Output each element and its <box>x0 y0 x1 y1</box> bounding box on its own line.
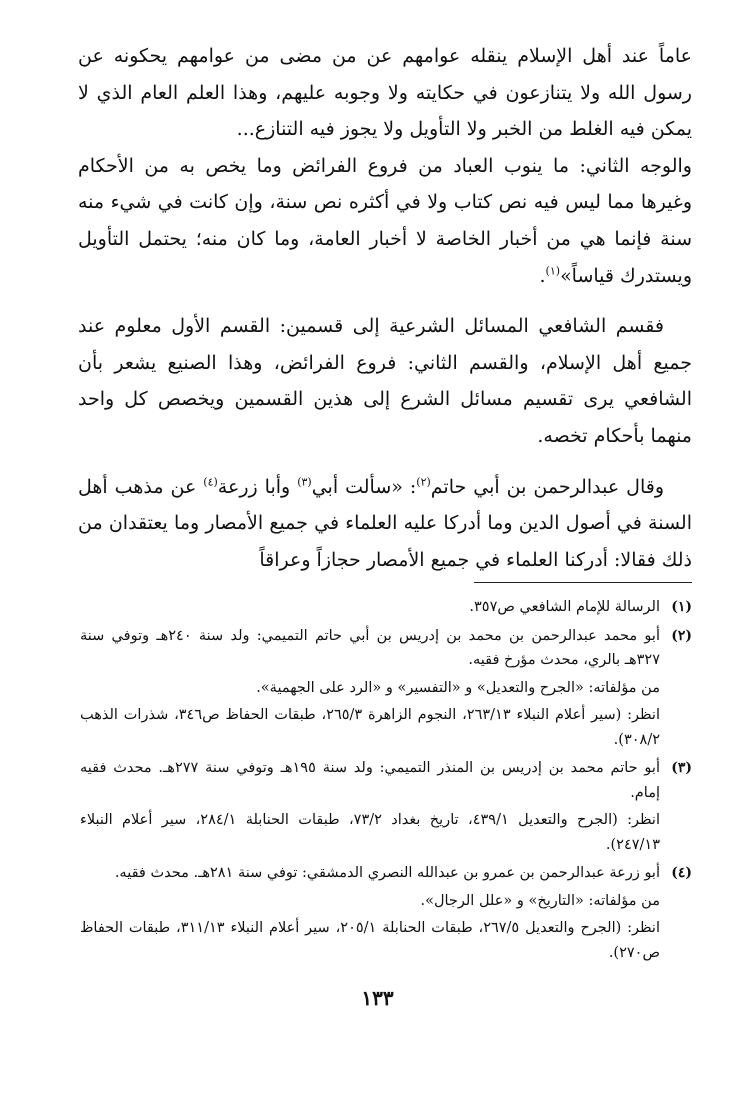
footnote-divider <box>474 582 692 583</box>
footnote <box>80 624 692 756</box>
paragraph-text: وأبا زرعة <box>217 475 298 498</box>
paragraph: عاماً عند أهل الإسلام ينقله عوامهم عن من مضى من عوامهم يحكونه عن رسول الله ولا يتنازعون في حكايته ولا وجوبه عليهم، وهذا العلم العام الذي لا يمكن فيه الغلط من الخبر ولا التأويل ولا يجوز فيه التنازع... <box>78 45 692 141</box>
footnote-line: أبو محمد عبدالرحمن بن محمد بن إدريس بن أبي حاتم التميمي: ولد سنة ٢٤٠هـ وتوفي سنة ٣٢٧هـ بالري، محدث مؤرخ فقيه. <box>80 627 660 668</box>
footnote-line: من مؤلفاته: «التاريخ» و «علل الرجال». <box>420 892 660 909</box>
footnote <box>80 756 692 860</box>
page-number: ١٣٣ <box>361 986 394 1010</box>
footnote-body <box>80 624 660 756</box>
paragraph-text: عن مذهب أهل السنة في أصول الدين وما أدركا عليه العلماء في جميع الأمصار وما يعتقدان من ذلك فقالا: أدركنا العلماء في جميع الأمصار حجازاً وعراقاً <box>78 475 692 571</box>
footnote-number: (٣) <box>671 760 692 776</box>
footnotes <box>80 595 692 969</box>
footnote-line: أبو حاتم محمد بن إدريس بن المنذر التميمي: ولد سنة ١٩٥هـ وتوفي سنة ٢٧٧هـ. محدث فقيه إمام. <box>80 760 660 801</box>
footnote-number: (١) <box>671 599 692 615</box>
footnote-ref[interactable]: (٤) <box>203 475 218 489</box>
paragraph-text: : «سألت أبي <box>311 475 417 498</box>
paragraph-gap <box>78 294 692 308</box>
paragraph: فقسم الشافعي المسائل الشرعية إلى قسمين: القسم الأول معلوم عند جميع أهل الإسلام، والقسم الثاني: فروع الفرائض، وهذا الصنيع يشعر بأن الشافعي يرى تقسيم مسائل الشرع إلى هذين القسمين ويخصص كل واحد منهما بأحكام تخصه. <box>78 315 692 447</box>
footnote-line: الرسالة للإمام الشافعي ص٣٥٧. <box>469 599 660 615</box>
footnote-body <box>80 756 660 860</box>
footnote-body <box>80 861 660 968</box>
footnote-line: انظر: (الجرح والتعديل ٢٦٧/٥، طبقات الحنابلة ٢٠٥/١، سير أعلام النبلاء ٣١١/١٣، طبقات الحفاظ ص٢٧٠). <box>80 920 660 961</box>
footnote-body <box>80 595 660 623</box>
footnote-ref[interactable]: (١) <box>545 264 561 278</box>
footnote-line: أبو زرعة عبدالرحمن بن عمرو بن عبدالله النصري الدمشقي: توفي سنة ٢٨١هـ. محدث فقيه. <box>114 865 660 881</box>
paragraph-gap <box>78 455 692 469</box>
paragraph <box>78 469 692 579</box>
footnote <box>80 861 692 968</box>
paragraph-text: والوجه الثاني: ما ينوب العباد من فروع الفرائض وما يخص به من الأحكام وغيرها مما ليس فيه نص كتاب ولا في أكثره نص سنة، وإن كانت في شيء منه سنة فإنما هي من أخبار الخاصة لا أخبار العامة، وما كان منه؛ يحتمل التأويل ويستدرك قياساً» <box>78 154 692 287</box>
footnote-line: انظر: (الجرح والتعديل ٤٣٩/١، تاريخ بغداد ٧٣/٢، طبقات الحنابلة ٢٨٤/١، سير أعلام النبلاء ٢٤٧/١٣). <box>80 812 660 853</box>
footnote <box>80 595 692 623</box>
footnote-number: (٤) <box>671 865 692 881</box>
footnote-number: (٢) <box>671 627 692 644</box>
footnote-ref[interactable]: (٣) <box>297 475 312 489</box>
paragraph-text: . <box>539 264 546 287</box>
main-text <box>78 38 692 578</box>
footnote-ref[interactable]: (٢) <box>416 475 431 489</box>
footnote-line: انظر: (سير أعلام النبلاء ٢٦٣/١٣، النجوم الزاهرة ٢٦٥/٣، طبقات الحفاظ ص٣٤٦، شذرات الذهب ٣٠٨/٢). <box>80 707 660 748</box>
footnote-line: من مؤلفاته: «الجرح والتعديل» و «التفسير» و «الرد على الجهمية». <box>256 679 660 696</box>
paragraph <box>78 148 692 294</box>
paragraph-text: وقال عبدالرحمن بن أبي حاتم <box>430 475 664 498</box>
